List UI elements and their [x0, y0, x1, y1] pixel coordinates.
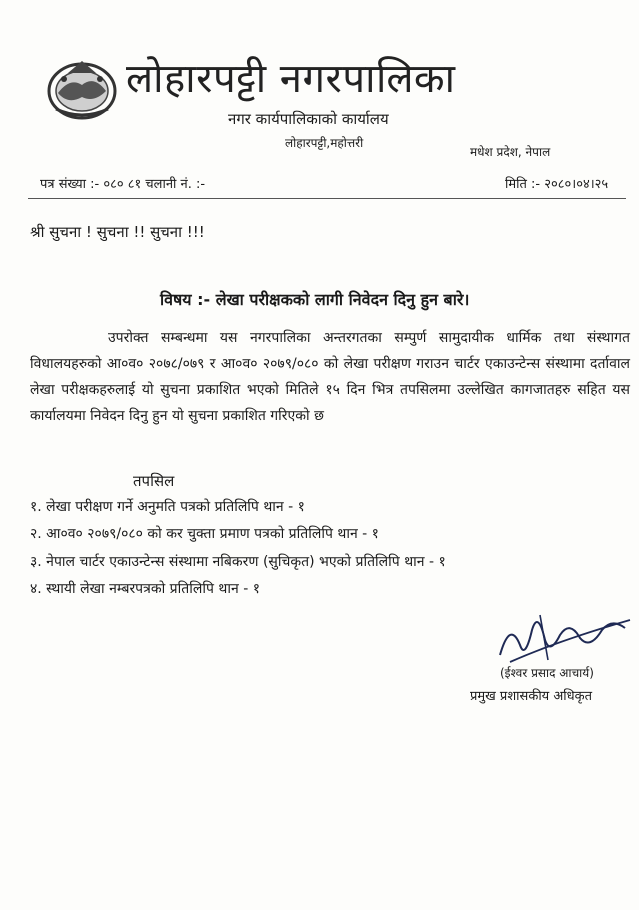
page-title: लोहारपट्टी नगरपालिका	[126, 56, 456, 102]
office-address: लोहारपट्टी,महोत्तरी	[285, 136, 364, 150]
list-item: ४. स्थायी लेखा नम्बरपत्रको प्रतिलिपि थान - १	[30, 581, 260, 597]
nepal-emblem-icon	[46, 55, 118, 121]
list-item: ३. नेपाल चार्टर एकाउन्टेन्स संस्थामा नबिकरण (सुचिकृत) भएको प्रतिलिपि थान - १	[30, 554, 446, 570]
header-divider	[28, 198, 626, 199]
list-item: २. आ०व० २०७९/०८० को कर चुक्ता प्रमाण पत्रको प्रतिलिपि थान - १	[30, 526, 379, 542]
office-name: नगर कार्यपालिकाको कार्यालय	[228, 110, 389, 128]
list-item: १. लेखा परीक्षण गर्ने अनुमति पत्रको प्रतिलिपि थान - १	[30, 499, 305, 515]
signatory-name: (ईश्वर प्रसाद आचार्य)	[500, 666, 594, 680]
reference-number: पत्र संख्या :- ०८० ८१ चलानी नं. :-	[40, 177, 206, 192]
handwritten-signature-icon	[490, 600, 639, 670]
signatory-title: प्रमुख प्रशासकीय अधिकृत	[470, 689, 593, 704]
province: मधेश प्रदेश, नेपाल	[470, 145, 551, 159]
body-paragraph: उपरोक्त सम्बन्धमा यस नगरपालिका अन्तरगतका सम्पुर्ण सामुदायीक धार्मिक तथा संस्थागत विधालयहरुको आ०व० २०७८/०७९ र आ०व० २०७९/०८० को लेखा परीक्षण गराउन चार्टर एकाउन्टेन्स संस्थामा दर्तावाल लेखा परीक्षकहरुलाई यो सुचना प्रकाशित भएको मितिले १५ दिन भित्र तपसिलमा उल्लेखित कागजातहरु सहित यस कार्यालयमा निवेदन दिनु हुन यो सुचना प्रकाशित गरिएको छ	[30, 330, 630, 424]
list-title: तपसिल	[133, 472, 175, 490]
notice-heading: श्री सुचना ! सुचना !! सुचना !!!	[30, 223, 205, 241]
letter-date: मिति :- २०८०।०४।२५	[505, 177, 609, 192]
subject-line: विषय :- लेखा परीक्षकको लागी निवेदन दिनु हुन बारे।	[160, 290, 470, 309]
